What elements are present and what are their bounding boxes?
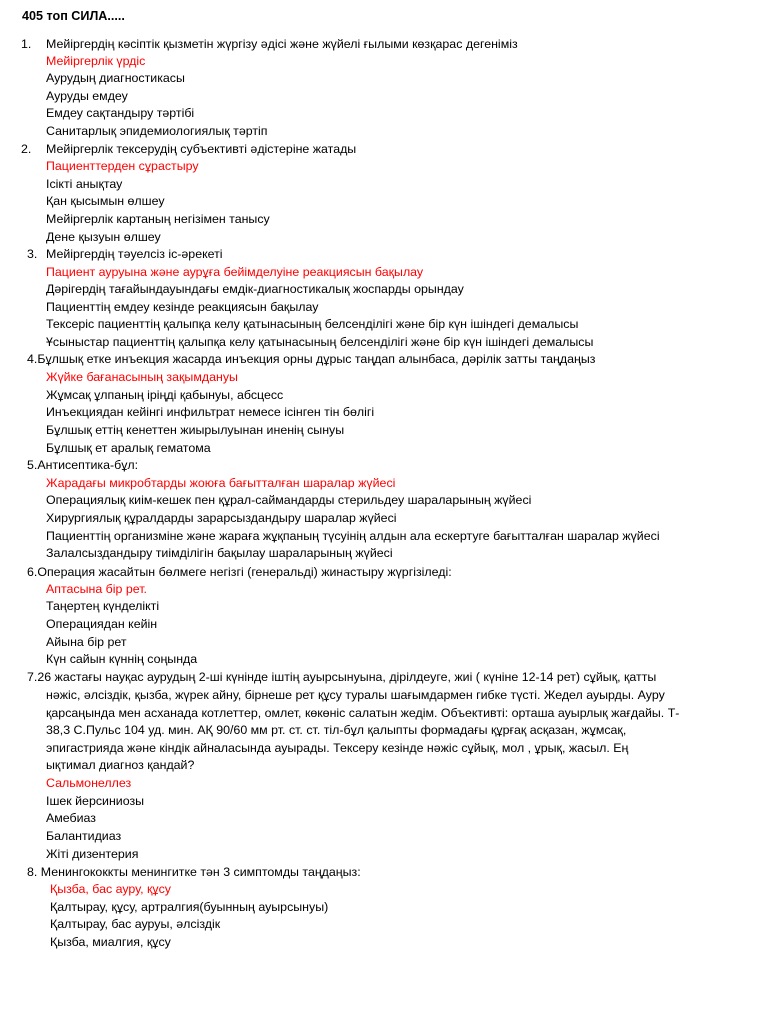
answer-option: Ісікті анықтау bbox=[46, 177, 123, 191]
answer-option: Күн сайын күннің соңында bbox=[46, 652, 198, 666]
answer-option: Инъекциядан кейінгі инфильтрат немесе ісінген тін бөлігі bbox=[46, 405, 375, 419]
answer-option: Жұмсақ ұлпаның іріңді қабынуы, абсцесс bbox=[46, 388, 284, 402]
answer-option: Тексеріс пациенттің қалыпқа келу қатынасының белсенділігі және бір күн ішіндегі демалысы bbox=[46, 317, 579, 331]
answer-option: Жіті дизентерия bbox=[46, 847, 139, 861]
document-title: 405 топ СИЛА..... bbox=[22, 9, 125, 23]
answer-option: Дене қызуын өлшеу bbox=[46, 230, 161, 244]
answer-option: Пациенттің организміне және жараға жұқпаның түсуінің алдын ала ескертуге бағытталған шаралар жүйесі bbox=[46, 529, 660, 543]
question-text: 5.Антисептика-бұл: bbox=[27, 458, 139, 472]
question-text-line: 38,3 С.Пульс 104 уд. мин. АҚ 90/60 мм рт. ст. ст. тіл-бұл қалыпты формадағы құрғақ асқазан, жұмсақ, bbox=[46, 723, 627, 737]
question-text-line: қарсаңында мен асханада котлеттер, омлет, көкөніс салатын жедім. Объективті: орташа ауырлық жағдайы. Т- bbox=[46, 706, 680, 720]
correct-answer: Аптасына бір рет. bbox=[46, 582, 147, 596]
answer-option: Қызба, миалгия, құсу bbox=[50, 935, 171, 949]
answer-option: Операциядан кейін bbox=[46, 617, 158, 631]
answer-option: Емдеу сақтандыру тәртібі bbox=[46, 106, 195, 120]
correct-answer: Сальмонеллез bbox=[46, 776, 132, 790]
answer-option: Мейіргерлік картаның негізімен танысу bbox=[46, 212, 270, 226]
question-number: 1. bbox=[21, 37, 32, 51]
correct-answer: Жарадағы микробтарды жоюға бағытталған шаралар жүйесі bbox=[46, 476, 396, 490]
question-number: 2. bbox=[21, 142, 32, 156]
answer-option: Пациенттің емдеу кезінде реакциясын бақылау bbox=[46, 300, 319, 314]
answer-option: Ауруды емдеу bbox=[46, 89, 128, 103]
correct-answer: Пациент ауруына және аурұға бейімделуіне реакциясын бақылау bbox=[46, 265, 424, 279]
answer-option: Ұсыныстар пациенттің қалыпқа келу қатынасының белсенділігі және бір күн ішіндегі демалысы bbox=[46, 335, 594, 349]
correct-answer: Жүйке бағанасының зақымдануы bbox=[46, 370, 238, 384]
answer-option: Бұлшық ет аралық гематома bbox=[46, 441, 211, 455]
correct-answer: Қызба, бас ауру, құсу bbox=[50, 882, 172, 896]
question-number: 3. bbox=[27, 247, 38, 261]
correct-answer: Пациенттерден сұрастыру bbox=[46, 159, 199, 173]
answer-option: Хирургиялық құралдарды зарарсыздандыру шаралар жүйесі bbox=[46, 511, 397, 525]
answer-option: Операциялық киім-кешек пен құрал-саймандарды стерильдеу шараларының жүйесі bbox=[46, 493, 532, 507]
answer-option: Қалтырау, құсу, артралгия(буынның ауырсынуы) bbox=[50, 900, 329, 914]
correct-answer: Мейіргерлік үрдіс bbox=[46, 54, 146, 68]
question-text-line: ықтимал диагноз қандай? bbox=[46, 758, 195, 772]
question-text: 8. Менингококкты менингитке тән 3 симптомды таңдаңыз: bbox=[27, 865, 361, 879]
answer-option: Таңертең күнделікті bbox=[46, 599, 160, 613]
question-text: Мейіргерлік тексерудің субъективті әдістеріне жатады bbox=[46, 142, 357, 156]
question-text: Мейіргердің кәсіптік қызметін жүргізу әдісі және жүйелі ғылыми көзқарас дегеніміз bbox=[46, 37, 518, 51]
question-text: Мейіргердің тәуелсіз іс-әрекеті bbox=[46, 247, 223, 261]
answer-option: Санитарлық эпидемиологиялық тәртіп bbox=[46, 124, 268, 138]
answer-option: Аурудың диагностикасы bbox=[46, 71, 185, 85]
question-text: 4.Бұлшық етке инъекция жасарда инъекция орны дұрыс таңдап алынбаса, дәрілік затты таңдаңыз bbox=[27, 352, 596, 366]
answer-option: Дәрігердің тағайындауындағы емдік-диагностикалық жоспарды орындау bbox=[46, 282, 464, 296]
question-text-line: эпигастрияда және кіндік айналасында ауырады. Тексеру кезінде нәжіс сұйық, мол , ұрық, жасыл. Ең bbox=[46, 741, 629, 755]
answer-option: Балантидиаз bbox=[46, 829, 122, 843]
question-text-line: нәжіс, әлсіздік, қызба, жүрек айну, бірнеше рет құсу туралы шағымдармен гибке түсті. Жедел ауырды. Ауру bbox=[46, 688, 665, 702]
question-text: 6.Операция жасайтын бөлмеге негізгі (генеральді) жинастыру жүргізіледі: bbox=[27, 565, 452, 579]
answer-option: Залалсыздандыру тиімділігін бақылау шараларының жүйесі bbox=[46, 546, 393, 560]
answer-option: Ішек йерсиниозы bbox=[46, 794, 145, 808]
answer-option: Амебиаз bbox=[46, 811, 96, 825]
answer-option: Қалтырау, бас ауруы, әлсіздік bbox=[50, 917, 221, 931]
answer-option: Бұлшық еттің кенеттен жиырылуынан иненің сынуы bbox=[46, 423, 345, 437]
answer-option: Қан қысымын өлшеу bbox=[46, 194, 165, 208]
answer-option: Айына бір рет bbox=[46, 635, 127, 649]
question-text-line: 7.26 жастағы науқас аурудың 2-ші күнінде іштің ауырсынуына, дірілдеуге, жиі ( күніне 12-14 рет) сұйық, қатты bbox=[27, 670, 657, 684]
